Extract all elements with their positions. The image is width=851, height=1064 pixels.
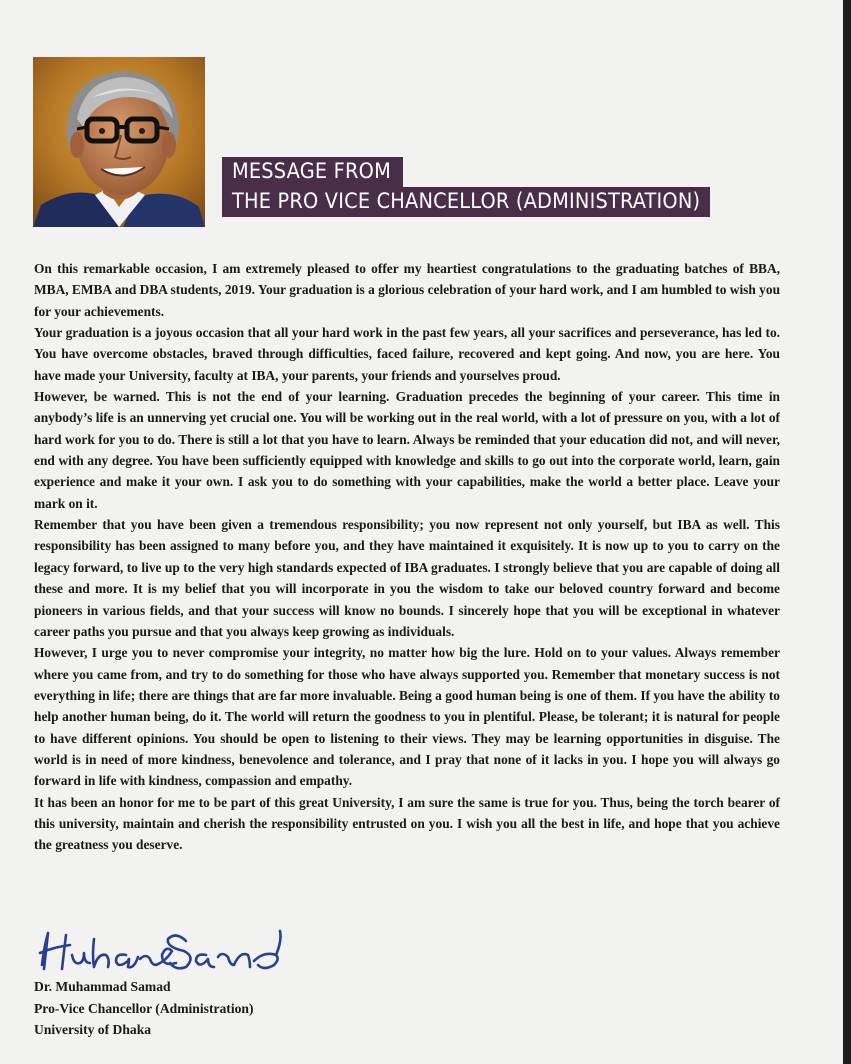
message-title [222,157,710,217]
title-line-1: MESSAGE FROM [222,157,403,187]
paragraph-4: Remember that you have been given a tremendous responsibility; you now represent not only yourself, but IBA as well. This responsibility has been assigned to many before you, and they have maintained it exquisitely. It is now up to you to carry on the legacy forward, to live up to the very high standards expected of IBA graduates. I strongly believe that you are capable of doing all these and more. It is my belief that you will incorporate in you the wisdom to take our beloved country forward and become pioneers in various fields, and that your success will know no bounds. I sincerely hope that you will be exceptional in whatever career paths you pursue and that you always keep growing as individuals. [34,517,780,639]
page-edge [843,0,851,1064]
paragraph-3: However, be warned. This is not the end of your learning. Graduation precedes the beginning of your career. This time in anybody’s life is an unnerving yet crucial one. You will be working out in the real world, with a lot of pressure on you, with a lot of hard work for you to do. There is still a lot that you have to learn. Always be reminded that your education did not, and will never, end with any degree. You have been sufficiently equipped with knowledge and skills to go out into the corporate world, learn, gain experience and make it your own. I ask you to do something with your capabilities, make the world a better place. Leave your mark on it. [34,389,780,511]
message-body [34,258,780,856]
portrait-illustration [33,57,205,227]
paragraph-5: However, I urge you to never compromise your integrity, no matter how big the lure. Hold on to your values. Always remember where you came from, and try to do something for those who have always supported you. Remember that monetary success is not everything in life; there are things that are far more invaluable. Being a good human being is one of them. If you have the ability to help another human being, do it. The world will return the goodness to you in plentiful. Please, be tolerant; it is natural for people to have different opinions. You should be open to listening to their views. They may be learning opportunities in disguise. The world is in need of more kindness, benevolence and tolerance, and I pray that none of it lacks in you. I hope you will always go forward in life with kindness, compassion and empathy. [34,645,780,789]
signatory-title: Pro-Vice Chancellor (Administration) [34,1000,254,1016]
title-line-2: THE PRO VICE CHANCELLOR (ADMINISTRATION) [222,187,710,217]
portrait-photo [33,57,205,227]
signatory-institution: University of Dhaka [34,1022,152,1037]
handwritten-signature [36,925,296,977]
paragraph-1: On this remarkable occasion, I am extremely pleased to offer my heartiest congratulations to the graduating batches of BBA, MBA, EMBA and DBA students, 2019. Your graduation is a glorious celebration of your hard work, and I am humbled to wish you for your achievements. [34,261,781,319]
paragraph-6: It has been an honor for me to be part of this great University, I am sure the same is true for you. Thus, being the torch bearer of this university, maintain and cherish the responsibility entrusted on you. I wish you all the best in life, and hope that you achieve the greatness you deserve. [34,794,780,853]
paragraph-2: Your graduation is a joyous occasion that all your hard work in the past few years, all your sacrifices and perseverance, has led to. You have overcome obstacles, braved through difficulties, faced failure, recovered and kept going. And now, you are here. You have made your University, faculty at IBA, your parents, your friends and yourselves proud. [34,325,780,383]
signature-block [34,976,253,1041]
signatory-name: Dr. Muhammad Samad [34,979,171,994]
